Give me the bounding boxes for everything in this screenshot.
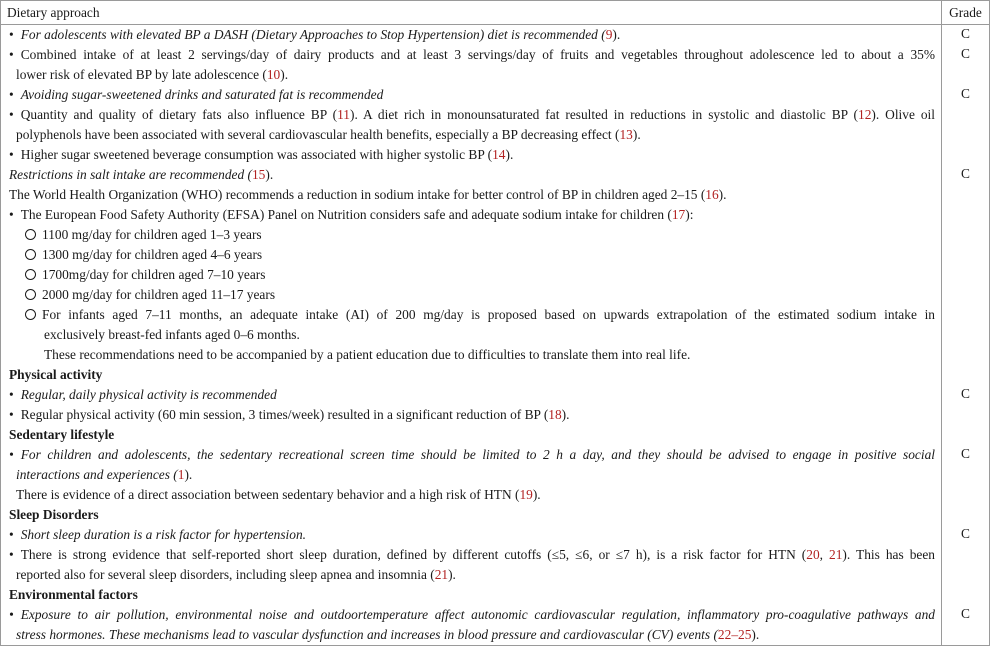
- section-heading-cell: [1, 505, 942, 525]
- table-row: [1, 385, 990, 425]
- table-row: [1, 505, 990, 525]
- text-line: • The European Food Safety Authority (EFSA) Panel on Nutrition considers safe and adequate sodium intake for children (17):: [9, 207, 694, 222]
- text-line: • Exposure to air pollution, environmental noise and outdoortemperature affect autonomic cardiovascular regulation, inflammatory pro-coagulative pathways and: [9, 607, 935, 622]
- column-header-grade: Grade: [942, 1, 990, 25]
- text-line: • For children and adolescents, the sedentary recreational screen time should be limited to 2 h a day, and they should be advised to engage in positive social: [9, 447, 935, 462]
- text-line: • Regular, daily physical activity is recommended: [9, 387, 277, 402]
- citation-link[interactable]: 17: [671, 207, 686, 222]
- grade-cell: [942, 585, 990, 605]
- grade-cell: C: [942, 45, 990, 85]
- section-heading: Environmental factors: [9, 587, 138, 602]
- grade-cell: [942, 425, 990, 445]
- sublist-item: 1700mg/day for children aged 7–10 years: [9, 265, 935, 285]
- citation-link[interactable]: 20: [806, 547, 820, 562]
- sublist-item: For infants aged 7–11 months, an adequate intake (AI) of 200 mg/day is proposed based on upwards extrapolation of the estimated sodium intake in: [9, 305, 935, 325]
- table-row: [1, 85, 990, 165]
- section-heading: Sedentary lifestyle: [9, 427, 115, 442]
- text-line: polyphenols have been associated with several cardiovascular health benefits, especially a BP decreasing effect (13).: [16, 127, 641, 142]
- grade-cell: [942, 365, 990, 385]
- citation-link[interactable]: 21: [829, 547, 843, 562]
- circle-bullet-icon: [25, 249, 36, 260]
- text-line: These recommendations need to be accompanied by a patient education due to difficulties to translate them into real life.: [44, 347, 691, 362]
- section-heading: Physical activity: [9, 367, 103, 382]
- grade-cell: C: [942, 385, 990, 425]
- text-line: Restrictions in salt intake are recommended (15).: [9, 167, 274, 182]
- text-line: • For adolescents with elevated BP a DASH (Dietary Approaches to Stop Hypertension) diet is recommended (9).: [9, 27, 621, 42]
- recommendation-cell: [1, 85, 942, 165]
- recommendation-cell: [1, 525, 942, 585]
- text-line: stress hormones. These mechanisms lead to vascular dysfunction and increases in blood pressure and cardiovascular (CV) events (22–25).: [16, 627, 760, 642]
- text-line: • There is strong evidence that self-reported short sleep duration, defined by different cutoffs (≤5, ≤6, or ≤7 h), is a risk factor for HTN (20, 21). This has been: [9, 547, 935, 562]
- recommendation-cell: [1, 25, 942, 46]
- citation-link[interactable]: 16: [705, 187, 719, 202]
- table-header-row: [1, 1, 990, 25]
- recommendation-cell: [1, 45, 942, 85]
- citation-link[interactable]: 18: [548, 407, 562, 422]
- table-row: [1, 425, 990, 445]
- citation-link[interactable]: 19: [519, 487, 533, 502]
- table-row: [1, 45, 990, 85]
- table-row: [1, 445, 990, 505]
- grade-cell: C: [942, 525, 990, 585]
- text-line: • Short sleep duration is a risk factor for hypertension.: [9, 527, 306, 542]
- citation-link[interactable]: 14: [492, 147, 506, 162]
- sublist-item: 2000 mg/day for children aged 11–17 years: [9, 285, 935, 305]
- citation-link[interactable]: 11: [337, 107, 351, 122]
- table-row: [1, 25, 990, 46]
- sublist-item: 1100 mg/day for children aged 1–3 years: [9, 225, 935, 245]
- citation-link[interactable]: 15: [251, 167, 266, 182]
- text-line: • Avoiding sugar-sweetened drinks and saturated fat is recommended: [9, 87, 384, 102]
- section-heading-cell: [1, 425, 942, 445]
- table-row: [1, 605, 990, 646]
- text-line: exclusively breast-fed infants aged 0–6 months.: [44, 327, 300, 342]
- table-row: [1, 585, 990, 605]
- text-line: • Quantity and quality of dietary fats also influence BP (11). A diet rich in monounsaturated fat resulted in reductions in systolic and diastolic BP (12). Olive oil: [9, 107, 935, 122]
- recommendation-cell: [1, 445, 942, 505]
- citation-link[interactable]: 13: [619, 127, 633, 142]
- grade-cell: C: [942, 85, 990, 165]
- recommendation-cell: [1, 385, 942, 425]
- grade-cell: C: [942, 445, 990, 505]
- citation-link[interactable]: 12: [858, 107, 872, 122]
- text-line: lower risk of elevated BP by late adolescence (10).: [16, 67, 289, 82]
- sublist-item: 1300 mg/day for children aged 4–6 years: [9, 245, 935, 265]
- column-header-dietary-approach: Dietary approach: [1, 1, 942, 25]
- grade-cell: C: [942, 165, 990, 365]
- table-row: [1, 165, 990, 365]
- recommendation-cell: [1, 165, 942, 365]
- circle-bullet-icon: [25, 229, 36, 240]
- recommendation-cell: [1, 605, 942, 646]
- citation-link[interactable]: 1: [177, 467, 185, 482]
- text-line: • Higher sugar sweetened beverage consumption was associated with higher systolic BP (14).: [9, 147, 514, 162]
- text-line: interactions and experiences (1).: [16, 467, 193, 482]
- text-line: • Combined intake of at least 2 servings/day of dairy products and at least 3 servings/day of fruits and vegetables throughout adolescence led to about a 35%: [9, 47, 935, 62]
- table-row: [1, 525, 990, 585]
- table-row: [1, 365, 990, 385]
- grade-cell: C: [942, 25, 990, 46]
- circle-bullet-icon: [25, 269, 36, 280]
- citation-link[interactable]: 22–25: [717, 627, 752, 642]
- section-heading-cell: [1, 365, 942, 385]
- text-line: There is evidence of a direct association between sedentary behavior and a high risk of HTN (19).: [16, 487, 541, 502]
- citation-link[interactable]: 21: [434, 567, 449, 582]
- section-heading-cell: [1, 585, 942, 605]
- grade-cell: C: [942, 605, 990, 646]
- text-line: • Regular physical activity (60 min session, 3 times/week) resulted in a significant reduction of BP (18).: [9, 407, 570, 422]
- circle-bullet-icon: [25, 289, 36, 300]
- grade-cell: [942, 505, 990, 525]
- text-line: The World Health Organization (WHO) recommends a reduction in sodium intake for better control of BP in children aged 2–15 (16).: [9, 187, 727, 202]
- circle-bullet-icon: [25, 309, 36, 320]
- section-heading: Sleep Disorders: [9, 507, 99, 522]
- citation-link[interactable]: 10: [266, 67, 281, 82]
- citation-link[interactable]: 9: [605, 27, 613, 42]
- text-line: reported also for several sleep disorders, including sleep apnea and insomnia (21).: [16, 567, 456, 582]
